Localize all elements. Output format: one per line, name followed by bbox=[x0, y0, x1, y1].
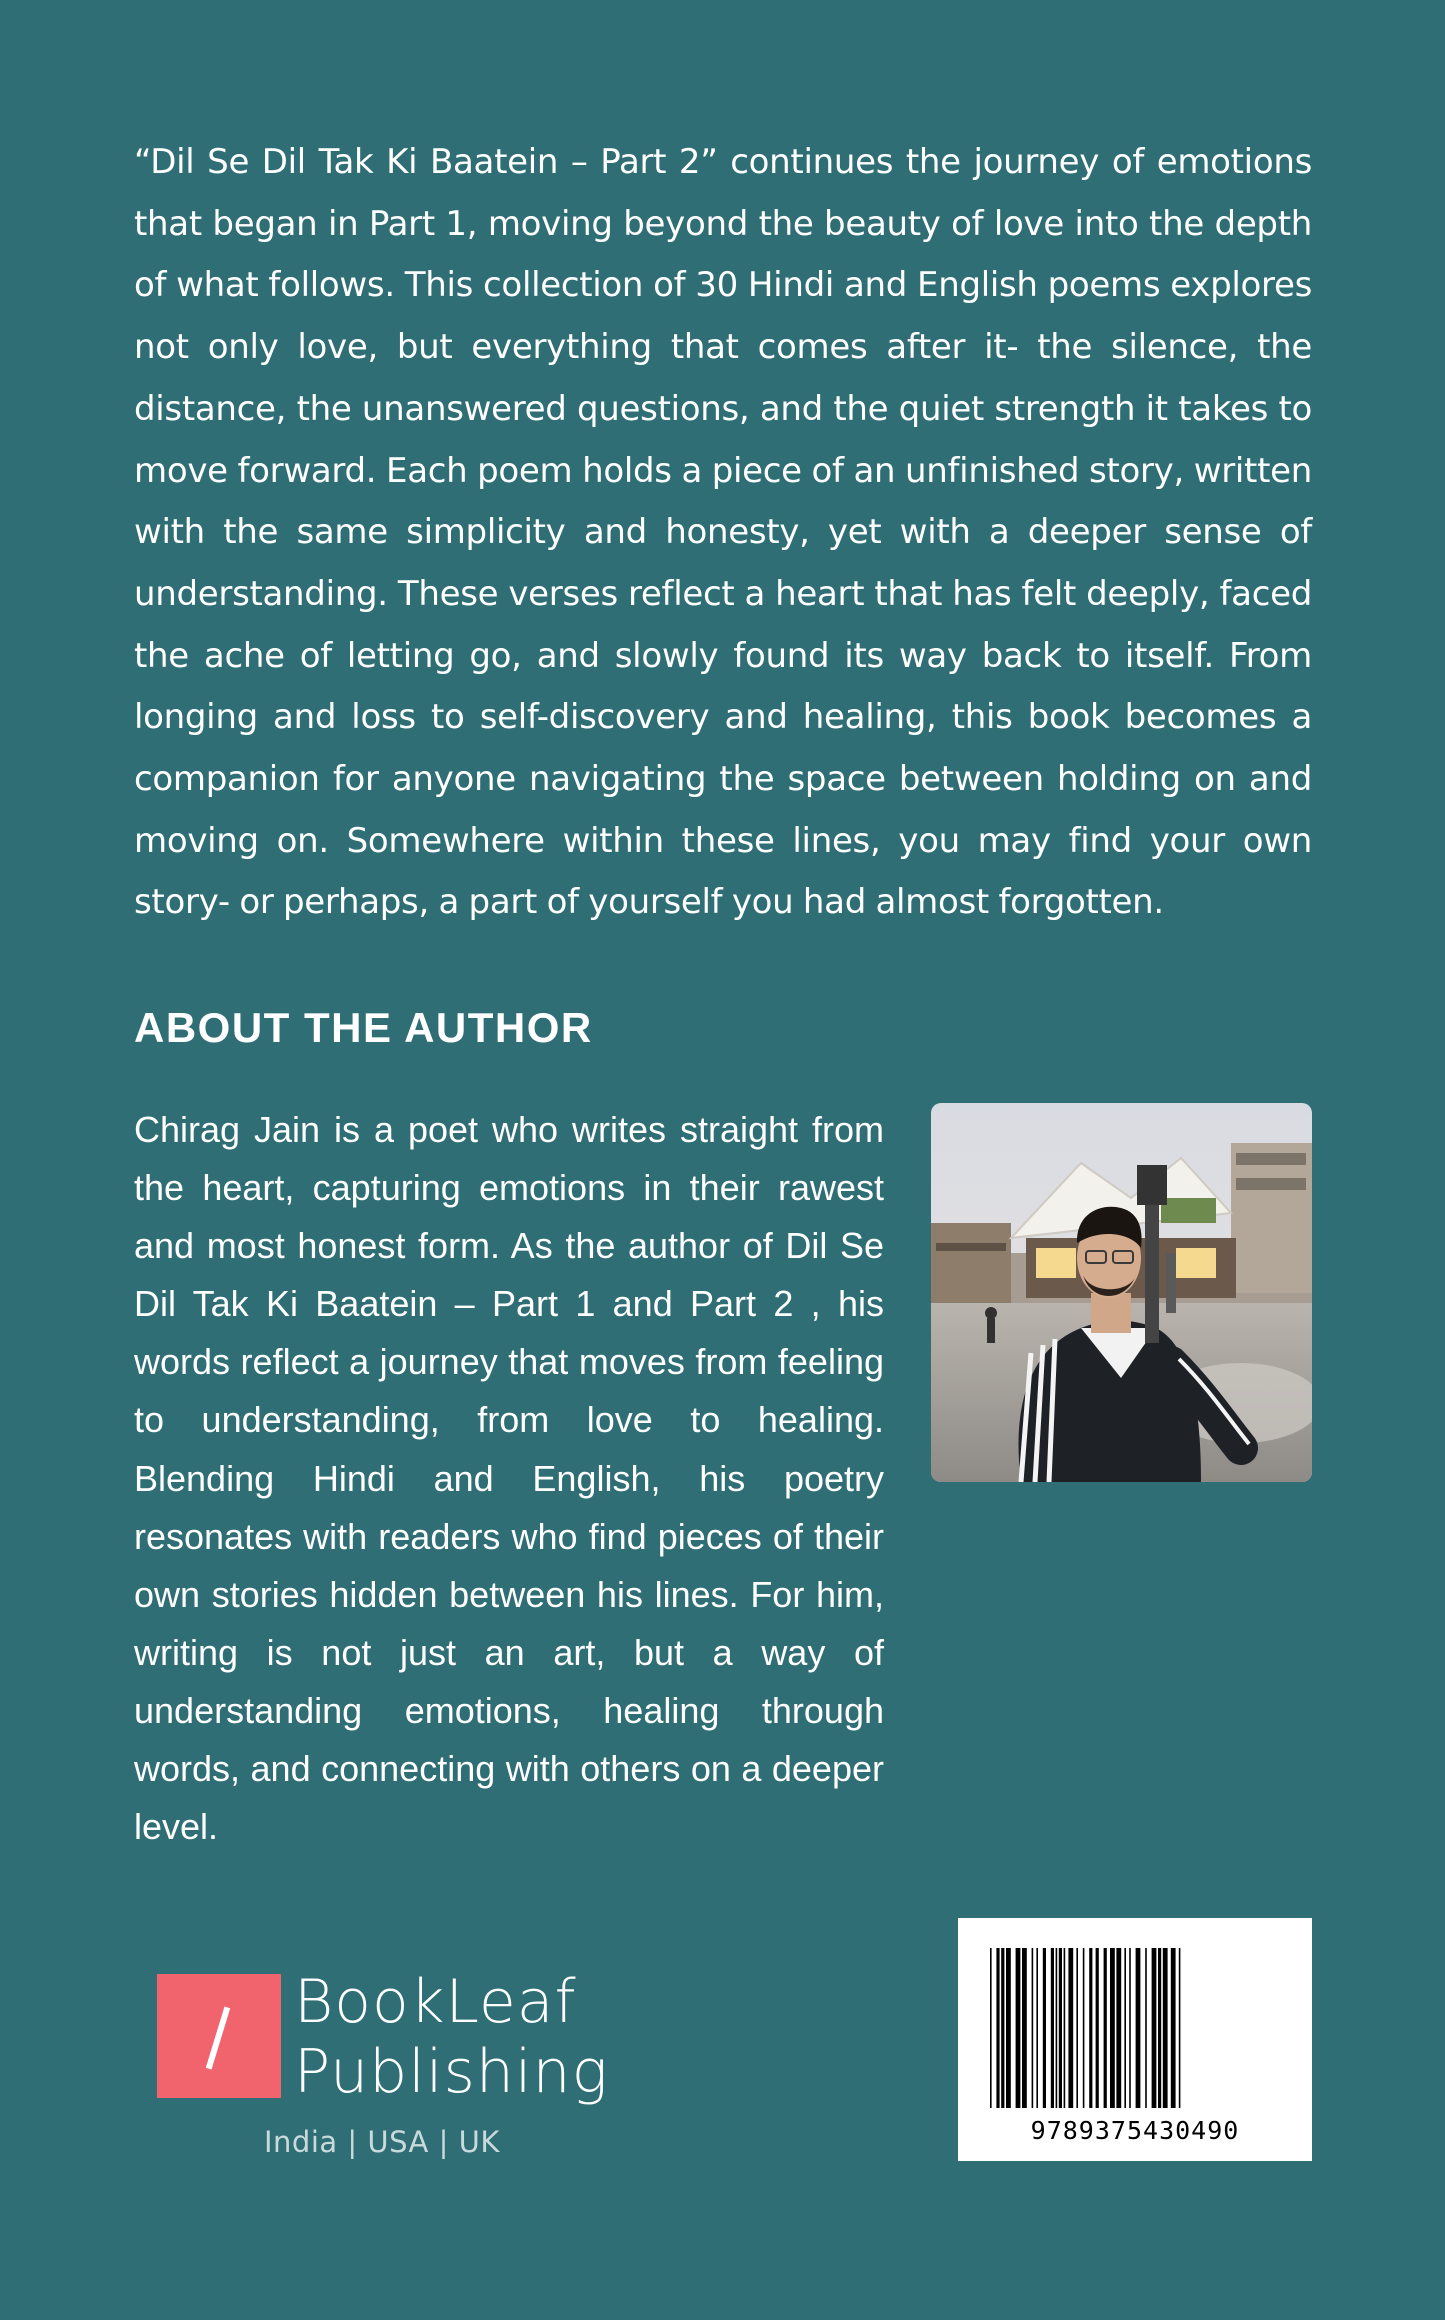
bookleaf-slash-icon bbox=[157, 1974, 281, 2098]
about-author-heading: ABOUT THE AUTHOR bbox=[134, 1004, 593, 1051]
book-blurb: “Dil Se Dil Tak Ki Baatein – Part 2” continues the journey of emotions that began in Part 1, moving beyond the beauty of love into the depth of what follows. This collection of 30 Hindi and English poems explores not only love, but everything that comes after it- the silence, the distance, the unanswered questions, and the quiet strength it takes to move forward. Each poem holds a piece of an unfinished story, written with the same simplicity and honesty, yet with a deeper sense of understanding. These verses reflect a heart that has felt deeply, faced the ache of letting go, and slowly found its way back to itself. From longing and loss to self-discovery and healing, this book becomes a companion for anyone navigating the space between holding on and moving on. Somewhere within these lines, you may find your own story- or perhaps, a part of yourself you had almost forgotten. bbox=[134, 142, 1312, 923]
publisher-regions: India | USA | UK bbox=[264, 2125, 500, 2159]
author-bio: Chirag Jain is a poet who writes straight from the heart, capturing emotions in their rawest and most honest form. As the author of Dil Se Dil Tak Ki Baatein – Part 1 and Part 2 , his words reflect a journey that moves from feeling to understanding, from love to healing. Blending Hindi and English, his poetry resonates with readers who find pieces of their own stories hidden between his lines. For him, writing is not just an art, but a way of understanding emotions, healing through words, and connecting with others on a deeper level. bbox=[134, 1109, 884, 1848]
publisher-name-line2: Publishing bbox=[294, 2037, 609, 2107]
publisher-logo bbox=[157, 1967, 617, 2122]
barcode-bars-icon bbox=[988, 1948, 1282, 2110]
author-photo bbox=[931, 1103, 1312, 1482]
isbn-barcode bbox=[958, 1918, 1312, 2161]
isbn-number: 9789375430490 bbox=[1030, 2116, 1240, 2145]
publisher-name-line1: BookLeaf bbox=[294, 1967, 577, 2037]
